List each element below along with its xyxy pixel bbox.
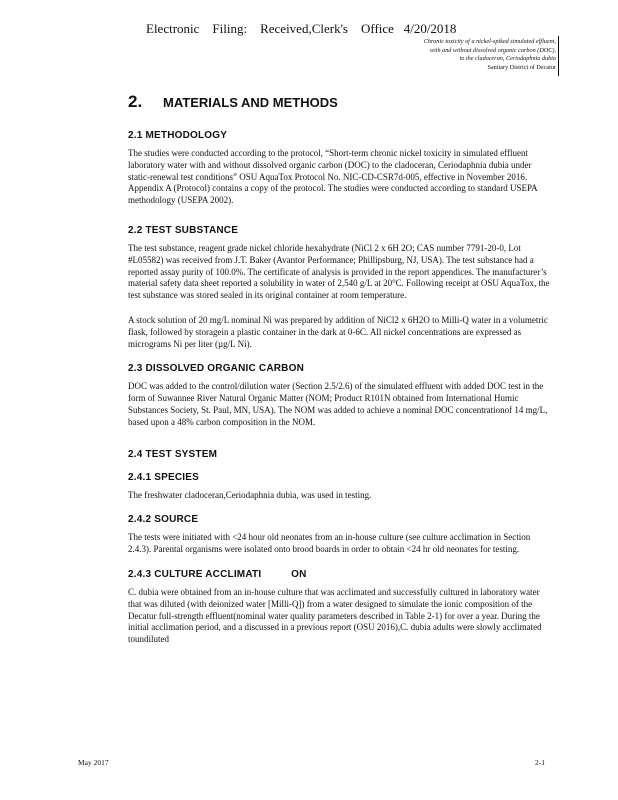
- section-number: 2.: [128, 92, 143, 111]
- footer-date: May 2017: [78, 758, 109, 767]
- heading-test-substance: 2.2 TEST SUBSTANCE: [128, 224, 239, 236]
- paragraph-test-substance: The test substance, reagent grade nickel chloride hexahydrate (NiCl 2 x 6H 2O; CAS number 7791-20-0, Lot #L05582) was received from J.T. Baker (Avantor Performance; Phillipsburg, NJ, USA). The test substance had a reported assay purity of 100.0%. The certificate of analysis is provided in the report appendices. The manufacturer’s material safety data sheet reported a solubility in water of 2,540 g/L at 20°C. Following receipt at OSU AquaTox, the test substance was stored sealed in its original container at room temperature.: [128, 242, 550, 301]
- section-heading: [128, 92, 554, 112]
- footer-page-number: 2-1: [535, 758, 545, 767]
- paragraph-methodology: The studies were conducted according to the protocol, “Short-term chronic nickel toxicity in simulated effluent laboratory water with and without dissolved organic carbon (DOC) to the cladoceran, Ceriodaphnia dubia under static-renewal test conditions” OSU AquaTox Protocol No. NIC-CD-CSR7d-005, effective in November 2016. Appendix A (Protocol) contains a copy of the protocol. The studies were conducted according to standard USEPA methodology (USEPA 2002).: [128, 148, 538, 206]
- running-title-line-1: Chronic toxicity of a nickel-spiked simulated effluent,: [423, 38, 556, 45]
- document-body: [128, 92, 554, 659]
- paragraph-source: The tests were initiated with <24 hour old neonates from an in-house culture (see culture acclimation in Section 2.4.3). Parental organisms were isolated onto brood boards in order to obtain <24 hr old neonates for testing.: [128, 532, 531, 555]
- heading-source: 2.4.2 SOURCE: [128, 514, 199, 526]
- heading-test-system: 2.4 TEST SYSTEM: [128, 448, 218, 460]
- heading-dissolved-organic-carbon: 2.3 DISSOLVED ORGANIC CARBON: [128, 363, 304, 375]
- paragraph-stock-solution: A stock solution of 20 mg/L nominal Ni was prepared by addition of NiCl2 x 6H2O to Milli-Q water in a volumetric flask, followed by storagein a plastic container in the dark at 0-6C. All nickel concentrations are expressed as micrograms Ni per liter (µg/L Ni).: [128, 314, 548, 349]
- heading-culture-acclimation: 2.4.3 CULTURE ACCLIMATI ON: [128, 568, 307, 580]
- paragraph-species: The freshwater cladoceran,Ceriodaphnia dubia, was used in testing.: [128, 489, 372, 500]
- paragraph-doc: DOC was added to the control/dilution water (Section 2.5/2.6) of the simulated effluent with added DOC test in the form of Suwannee River Natural Organic Matter (NOM; Product R101N obtained from International Humic Substances Society, St. Paul, MN, USA). The NOM was added to achieve a nominal DOC concentrationof 14 mg/L, based upon a 48% carbon composition in the NOM.: [128, 381, 548, 427]
- running-organization: Sanitary District of Decatur: [487, 63, 556, 71]
- running-header: [326, 38, 556, 72]
- running-title-line-3: to the cladoceran, Ceriodaphnia dubia: [459, 55, 556, 63]
- efiling-stamp: Electronic Filing: Received,Clerk's Office 4/20/2018: [146, 21, 457, 36]
- header-rule: [558, 36, 559, 76]
- heading-species: 2.4.1 SPECIES: [128, 471, 199, 483]
- section-title: MATERIALS AND METHODS: [163, 95, 338, 110]
- running-title-line-2: with and without dissolved organic carbon (DOC),: [429, 46, 556, 54]
- paragraph-culture-acclimation: C. dubia were obtained from an in-house culture that was acclimated and successfully cultured in laboratory water that was diluted (with deionized water [Milli-Q]) from a water designed to simulate the ionic composition of the Decatur full-strength effluent(nominal water quality parameters described in Table 2-1) for over a year. During the initial acclimation period, and a discussed in a previous report (OSU 2016),C. dubia adults were slowly acclimated toundiluted: [128, 586, 542, 645]
- heading-methodology: 2.1 METHODOLOGY: [128, 130, 228, 141]
